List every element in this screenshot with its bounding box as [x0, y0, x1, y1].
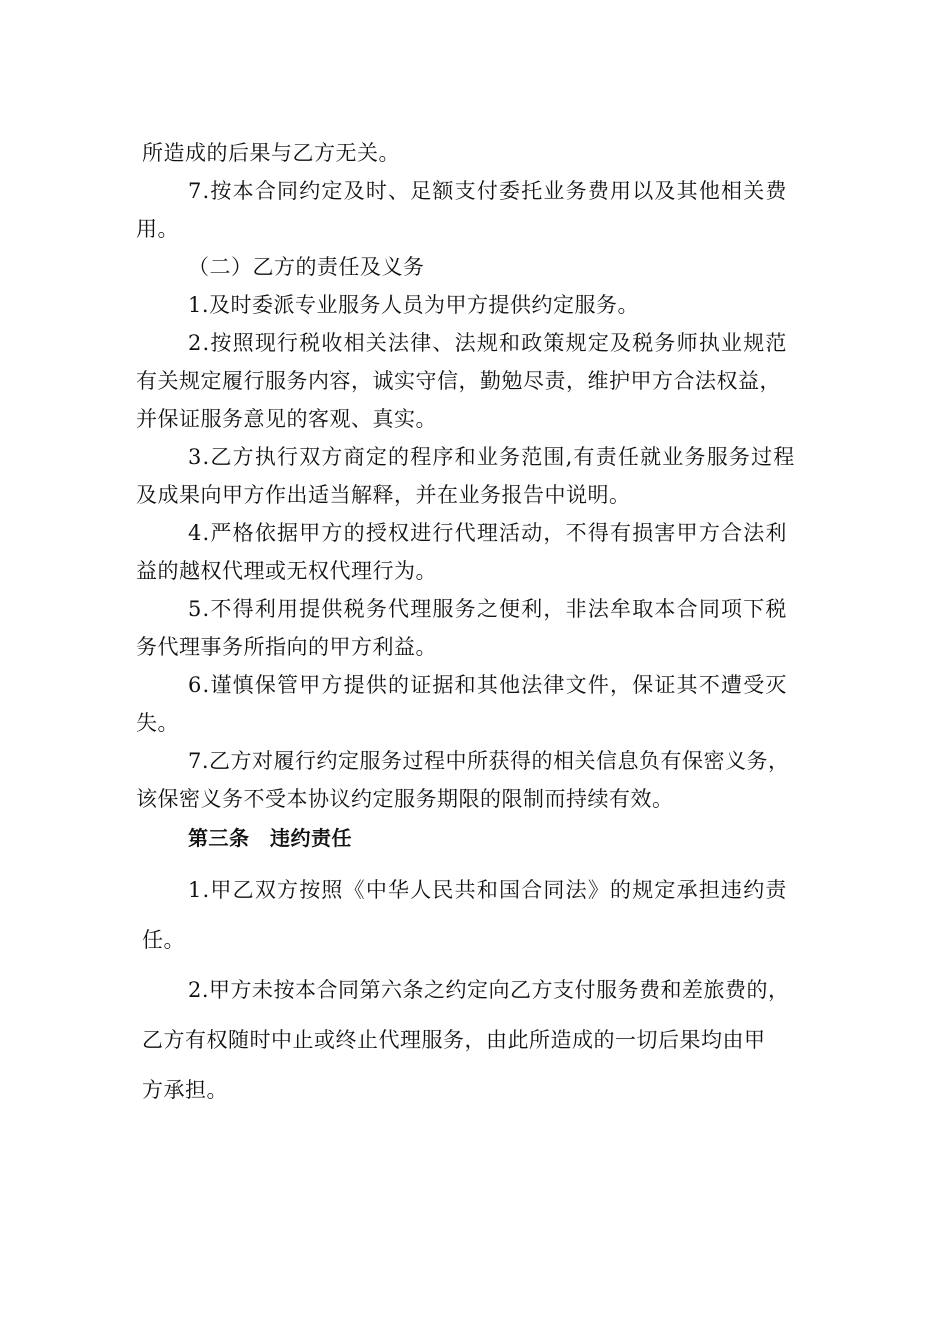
text-line: 乙方有权随时中止或终止代理服务，由此所造成的一切后果均由甲	[142, 1028, 766, 1052]
text-line: 益的越权代理或无权代理行为。	[136, 559, 437, 583]
text-line: 6.谨慎保管甲方提供的证据和其他法律文件，保证其不遭受灭	[188, 673, 788, 697]
text-line: 及成果向甲方作出适当解释，并在业务报告中说明。	[136, 483, 631, 507]
text-line: 7.按本合同约定及时、足额支付委托业务费用以及其他相关费	[188, 179, 788, 203]
text-line: 方承担。	[142, 1078, 228, 1102]
section-subheading: （二）乙方的责任及义务	[188, 255, 425, 279]
text-line: 5.不得利用提供税务代理服务之便利，非法牟取本合同项下税	[188, 597, 788, 621]
text-line: 任。	[142, 928, 185, 952]
text-line: 7.乙方对履行约定服务过程中所获得的相关信息负有保密义务，	[188, 749, 790, 773]
article-heading: 第三条 违约责任	[188, 826, 352, 850]
text-line: 有关规定履行服务内容，诚实守信，勤勉尽责，维护甲方合法权益，	[136, 369, 781, 393]
text-line: 4.严格依据甲方的授权进行代理活动，不得有损害甲方合法利	[188, 521, 788, 545]
text-line: 该保密义务不受本协议约定服务期限的限制而持续有效。	[136, 787, 674, 811]
text-line: 务代理事务所指向的甲方利益。	[136, 635, 437, 659]
text-line: 所造成的后果与乙方无关。	[142, 141, 400, 165]
text-line: 并保证服务意见的客观、真实。	[136, 407, 437, 431]
text-line: 2.按照现行税收相关法律、法规和政策规定及税务师执业规范	[188, 331, 788, 355]
text-line: 1.及时委派专业服务人员为甲方提供约定服务。	[188, 293, 640, 317]
text-line: 1.甲乙双方按照《中华人民共和国合同法》的规定承担违约责	[188, 878, 788, 902]
text-line: 3.乙方执行双方商定的程序和业务范围,有责任就业务服务过程	[188, 445, 796, 469]
text-line: 失。	[136, 711, 179, 735]
text-line: 用。	[136, 217, 179, 241]
text-line: 2.甲方未按本合同第六条之约定向乙方支付服务费和差旅费的，	[188, 978, 790, 1002]
